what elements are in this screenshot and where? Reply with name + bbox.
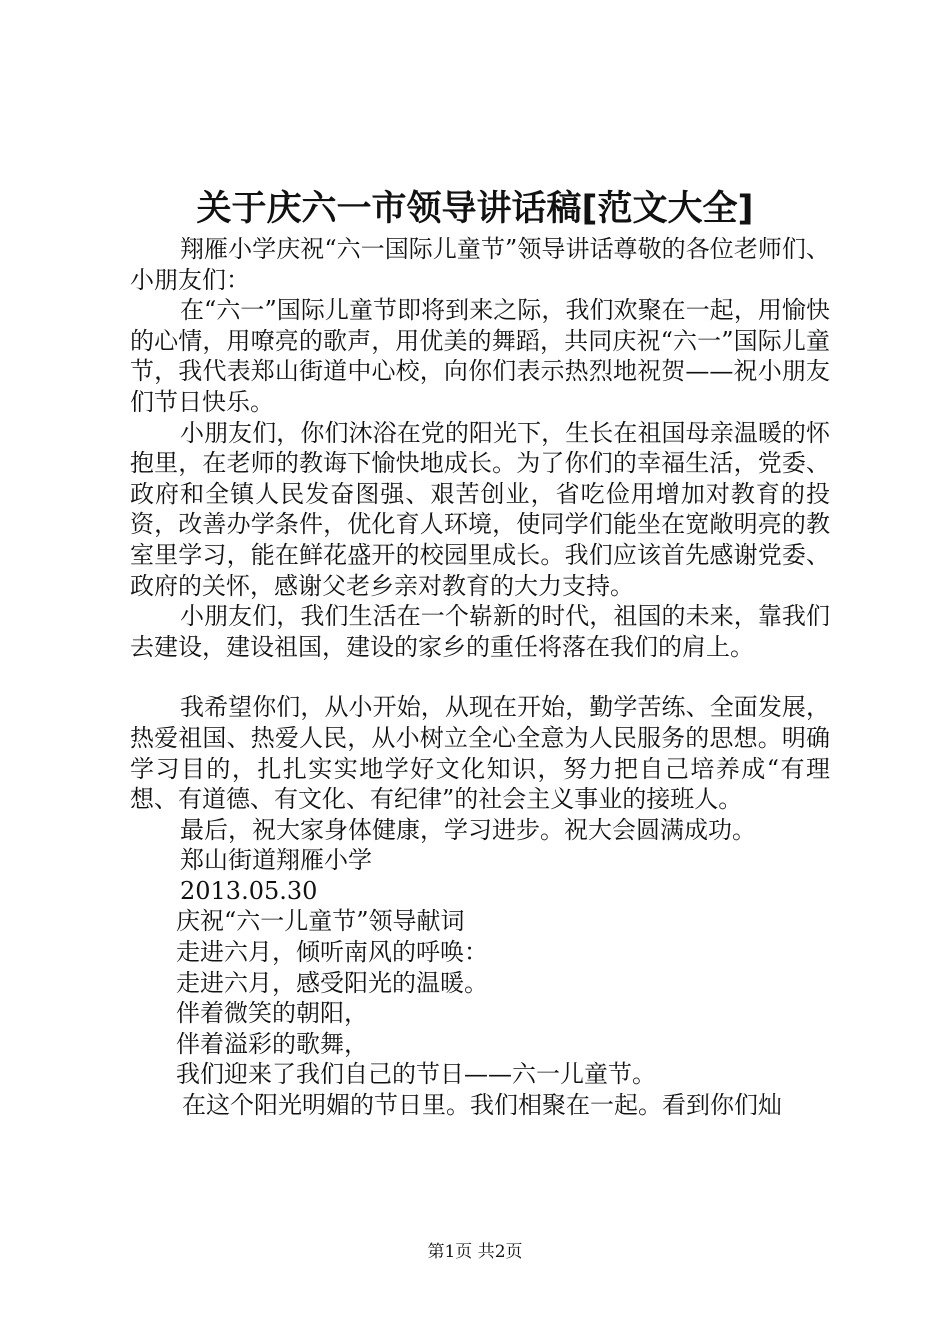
poem-line: 伴着溢彩的歌舞， bbox=[176, 1029, 368, 1058]
signature: 郑山街道翔雁小学 bbox=[180, 846, 372, 875]
page-footer: 第1页 共2页 bbox=[427, 1242, 523, 1262]
document-body bbox=[130, 234, 830, 1121]
paragraph-greeting: 翔雁小学庆祝“六一国际儿童节”领导讲话尊敬的各位老师们、小朋友们： bbox=[130, 235, 830, 294]
paragraph-opening: 在“六一”国际儿童节即将到来之际，我们欢聚在一起，用愉快的心情，用嘹亮的歌声，用优美的舞蹈，共同庆祝“六一”国际儿童节，我代表郑山街道中心校，向你们表示热烈地祝贺——祝小朋友们节日快乐。 bbox=[130, 296, 830, 416]
poem-line: 走进六月，感受阳光的温暖。 bbox=[176, 968, 488, 997]
paragraph-hope: 我希望你们，从小开始，从现在开始，勤学苦练、全面发展，热爱祖国、热爱人民，从小树立全心全意为人民服务的思想。明确学习目的，扎扎实实地学好文化知识，努力把自己培养成“有理想、有道德、有文化、有纪律”的社会主义事业的接班人。 bbox=[130, 693, 830, 814]
continued-line: 在这个阳光明媚的节日里。我们相聚在一起。看到你们灿 bbox=[182, 1091, 782, 1120]
poem-line: 走进六月，倾听南风的呼唤： bbox=[176, 938, 488, 967]
document-title: 关于庆六一市领导讲话稿[范文大全] bbox=[196, 189, 754, 229]
date: 2013.05.30 bbox=[180, 876, 318, 905]
poem-line: 我们迎来了我们自己的节日——六一儿童节。 bbox=[176, 1060, 656, 1089]
poem-title: 庆祝“六一儿童节”领导献词 bbox=[176, 907, 465, 936]
paragraph-future: 小朋友们，我们生活在一个崭新的时代，祖国的未来，靠我们去建设，建设祖国，建设的家乡的重任将落在我们的肩上。 bbox=[130, 602, 830, 661]
closing-line: 最后，祝大家身体健康，学习进步。祝大会圆满成功。 bbox=[180, 815, 756, 844]
paragraph-thanks: 小朋友们，你们沐浴在党的阳光下，生长在祖国母亲温暖的怀抱里，在老师的教诲下愉快地成长。为了你们的幸福生活，党委、政府和全镇人民发奋图强、艰苦创业，省吃俭用增加对教育的投资，改善办学条件，优化育人环境，使同学们能坐在宽敞明亮的教室里学习，能在鲜花盛开的校园里成长。我们应该首先感谢党委、政府的关怀，感谢父老乡亲对教育的大力支持。 bbox=[130, 418, 830, 600]
poem-line: 伴着微笑的朝阳， bbox=[176, 999, 368, 1028]
